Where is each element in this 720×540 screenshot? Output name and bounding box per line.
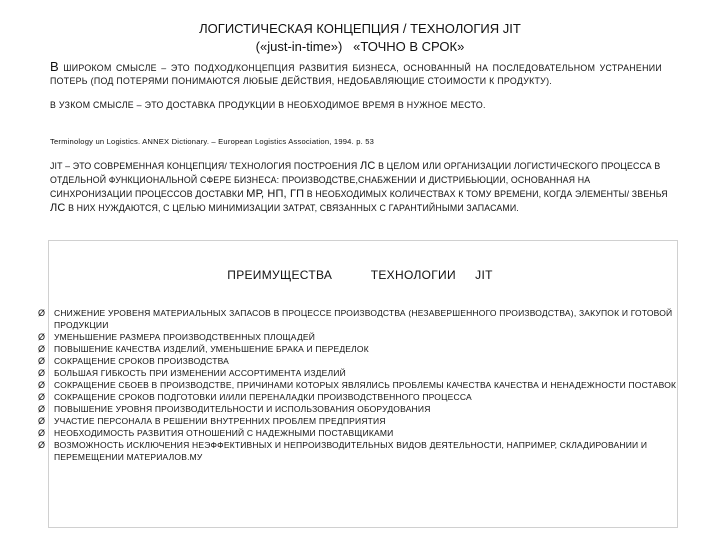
arrow-bullet-icon: Ø bbox=[38, 308, 46, 318]
list-item bbox=[38, 427, 678, 439]
narrow-definition: В УЗКОМ СМЫСЛЕ – ЭТО ДОСТАВКА ПРОДУКЦИИ В НЕОБХОДИМОЕ ВРЕМЯ В НУЖНОЕ МЕСТО. bbox=[50, 100, 486, 110]
slide-title bbox=[0, 20, 720, 56]
arrow-bullet-icon: Ø bbox=[38, 356, 46, 366]
list-item bbox=[38, 355, 678, 367]
arrow-bullet-icon: Ø bbox=[38, 332, 46, 342]
list-item-text: УМЕНЬШЕНИЕ РАЗМЕРА ПРОИЗВОДСТВЕННЫХ ПЛОЩАДЕЙ bbox=[54, 332, 316, 342]
list-item bbox=[38, 307, 678, 331]
title-line-1: ЛОГИСТИЧЕСКАЯ КОНЦЕПЦИЯ / ТЕХНОЛОГИЯ JIT bbox=[199, 21, 521, 36]
arrow-bullet-icon: Ø bbox=[38, 416, 46, 426]
arrow-bullet-icon: Ø bbox=[38, 404, 46, 414]
broad-lead-letter: В bbox=[50, 59, 59, 74]
broad-definition-text: ШИРОКОМ СМЫСЛЕ – ЭТО ПОДХОД/КОНЦЕПЦИЯ РАЗВИТИЯ БИЗНЕСА, ОСНОВАННЫЙ НА ПОСЛЕДОВАТЕЛЬНОМ УСТРАНЕНИИ ПОТЕРЬ (ПОД ПОТЕРЯМИ ПОНИМАЮТСЯ ЛЮБЫЕ ДЕЙСТВИЯ, НЕДОБАВЛЯЮЩИЕ СТОИМОСТИ К ПРОДУКТУ). bbox=[50, 63, 662, 86]
list-item-text: СНИЖЕНИЕ УРОВЕНЯ МАТЕРИАЛЬНЫХ ЗАПАСОВ В ПРОЦЕССЕ ПРОИЗВОДСТВА (НЕЗАВЕРШЕННОГО ПРОИЗВОДСТВА), ЗАКУПОК И ГОТОВОЙ ПРОДУКЦИИ bbox=[54, 308, 673, 330]
list-item bbox=[38, 331, 678, 343]
source-citation: Terminology un Logistics. ANNEX Dictionary. – European Logistics Association, 1994. p. 53 bbox=[50, 137, 375, 146]
arrow-bullet-icon: Ø bbox=[38, 380, 46, 390]
list-item bbox=[38, 415, 678, 427]
title-line-2: («just-in-time») «ТОЧНО В СРОК» bbox=[255, 39, 465, 54]
list-item-text: ПОВЫШЕНИЕ УРОВНЯ ПРОИЗВОДИТЕЛЬНОСТИ И ИСПОЛЬЗОВАНИЯ ОБОРУДОВАНИЯ bbox=[54, 404, 431, 414]
advantages-list bbox=[38, 307, 678, 463]
list-item-text: ВОЗМОЖНОСТЬ ИСКЛЮЧЕНИЯ НЕЭФФЕКТИВНЫХ И НЕПРОИЗВОДИТЕЛЬНЫХ ВИДОВ ДЕЯТЕЛЬНОСТИ, НАПРИМЕР, СКЛАДИРОВАНИИ И ПЕРЕМЕЩЕНИИ МАТЕРИАЛОВ.МУ bbox=[54, 440, 648, 462]
list-item bbox=[38, 439, 678, 463]
jit-text-6: ЛС bbox=[50, 202, 66, 214]
list-item-text: СОКРАЩЕНИЕ СРОКОВ ПОДГОТОВКИ И/ИЛИ ПЕРЕНАЛАДКИ ПРОИЗВОДСТВЕННОГО ПРОЦЕССА bbox=[54, 392, 472, 402]
list-item-text: ПОВЫШЕНИЕ КАЧЕСТВА ИЗДЕЛИЙ, УМЕНЬШЕНИЕ БРАКА И ПЕРЕДЕЛОК bbox=[54, 344, 369, 354]
arrow-bullet-icon: Ø bbox=[38, 368, 46, 378]
arrow-bullet-icon: Ø bbox=[38, 392, 46, 402]
list-item bbox=[38, 391, 678, 403]
list-item-text: УЧАСТИЕ ПЕРСОНАЛА В РЕШЕНИИ ВНУТРЕННИХ ПРОБЛЕМ ПРЕДПРИЯТИЯ bbox=[54, 416, 386, 426]
jit-definition bbox=[50, 159, 670, 215]
jit-text-5: В НЕОБХОДИМЫХ КОЛИЧЕСТВАХ К ТОМУ ВРЕМЕНИ, КОГДА ЭЛЕМЕНТЫ/ ЗВЕНЬЯ bbox=[304, 189, 668, 199]
broad-definition bbox=[50, 60, 662, 88]
jit-text-4: МР, НП, ГП bbox=[246, 188, 305, 200]
jit-text-2: ЛС bbox=[360, 160, 376, 172]
jit-text-3: В ЦЕЛОМ ИЛИ ОРГАНИЗАЦИИ ЛОГИСТИЧЕСКОГО ПРОЦЕССА В ОТДЕЛЬНОЙ ФУНКЦИОНАЛЬНОЙ СФЕРЕ БИЗНЕСА: ПРОИЗВОДСТВЕ,СНАБЖЕНИИ И ДИСТРИБЬЮЦИИ, ОСНОВАННАЯ НА СИНХРОНИЗАЦИИ ПРОЦЕССОВ ДОСТАВКИ bbox=[50, 161, 661, 199]
list-item bbox=[38, 367, 678, 379]
list-item bbox=[38, 379, 678, 391]
advantages-title: ПРЕИМУЩЕСТВА ТЕХНОЛОГИИ JIT bbox=[227, 268, 493, 282]
list-item-text: СОКРАЩЕНИЕ СБОЕВ В ПРОИЗВОДСТВЕ, ПРИЧИНАМИ КОТОРЫХ ЯВЛЯЛИСЬ ПРОБЛЕМЫ КАЧЕСТВА КАЧЕСТВА И НЕНАДЕЖНОСТИ ПОСТАВОК bbox=[54, 380, 677, 390]
list-item-text: БОЛЬШАЯ ГИБКОСТЬ ПРИ ИЗМЕНЕНИИ АССОРТИМЕНТА ИЗДЕЛИЙ bbox=[54, 368, 346, 378]
arrow-bullet-icon: Ø bbox=[38, 344, 46, 354]
list-item bbox=[38, 343, 678, 355]
jit-text-1: JIT – ЭТО СОВРЕМЕННАЯ КОНЦЕПЦИЯ/ ТЕХНОЛОГИЯ ПОСТРОЕНИЯ bbox=[50, 161, 360, 171]
list-item bbox=[38, 403, 678, 415]
list-item-text: НЕОБХОДИМОСТЬ РАЗВИТИЯ ОТНОШЕНИЙ С НАДЕЖНЫМИ ПОСТАВЩИКАМИ bbox=[54, 428, 394, 438]
list-item-text: СОКРАЩЕНИЕ СРОКОВ ПРОИЗВОДСТВА bbox=[54, 356, 230, 366]
arrow-bullet-icon: Ø bbox=[38, 428, 46, 438]
jit-text-7: В НИХ НУЖДАЮТСЯ, С ЦЕЛЬЮ МИНИМИЗАЦИИ ЗАТРАТ, СВЯЗАННЫХ С ГАРАНТИЙНЫМИ ЗАПАСАМИ. bbox=[65, 203, 519, 213]
arrow-bullet-icon: Ø bbox=[38, 440, 46, 450]
